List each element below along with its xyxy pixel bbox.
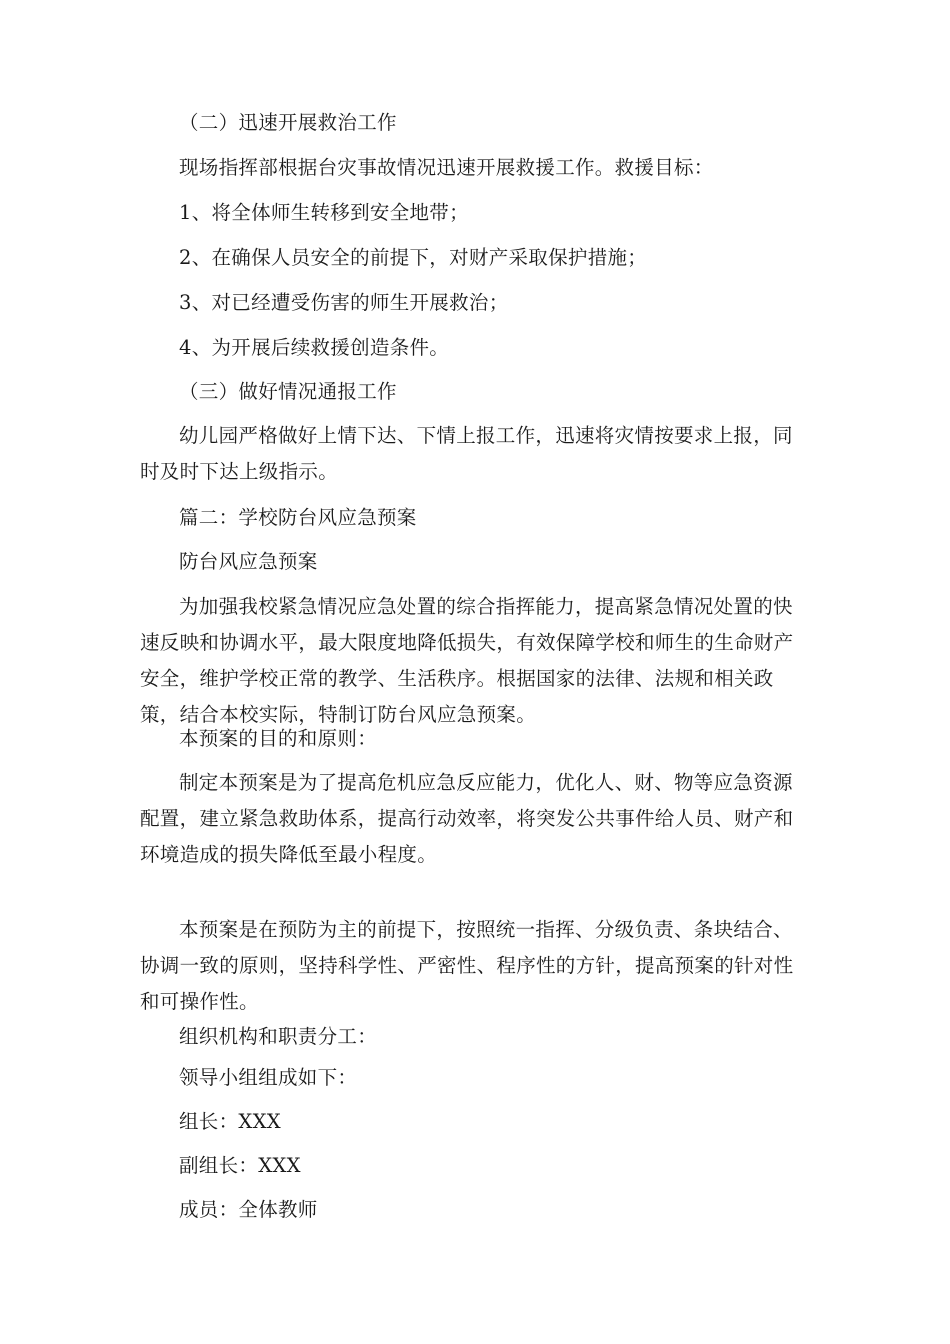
paragraph-report: 幼儿园严格做好上情下达、下情上报工作，迅速将灾情按要求上报，同时及时下达上级指示。 — [140, 424, 793, 483]
paragraph-purpose: 制定本预案是为了提高危机应急反应能力，优化人、财、物等应急资源配置，建立紧急救助体系，提高行动效率，将突发公共事件给人员、财产和环境造成的损失降低至最小程度。 — [140, 771, 794, 866]
plan-title: 防台风应急预案 — [179, 550, 318, 573]
members-line: 成员：全体教师 — [179, 1198, 318, 1221]
section-heading-rescue: （二）迅速开展救治工作 — [179, 111, 397, 134]
paragraph-principles: 本预案是在预防为主的前提下，按照统一指挥、分级负责、条块结合、协调一致的原则，坚持科学性、严密性、程序性的方针，提高预案的针对性和可操作性。 — [140, 918, 794, 1013]
list-item-2: 2、在确保人员安全的前提下，对财产采取保护措施； — [179, 246, 648, 269]
section-heading-principles: 本预案的目的和原则： — [179, 727, 378, 750]
section-heading-report: （三）做好情况通报工作 — [179, 380, 397, 403]
chapter-title: 篇二：学校防台风应急预案 — [179, 506, 417, 529]
list-item-1: 1、将全体师生转移到安全地带； — [179, 201, 469, 224]
list-item-4: 4、为开展后续救援创造条件。 — [179, 336, 450, 359]
paragraph-purpose-intro: 为加强我校紧急情况应急处置的综合指挥能力，提高紧急情况处置的快速反映和协调水平，最大限度地降低损失，有效保障学校和师生的生命财产安全，维护学校正常的教学、生活秩序。根据国家的法律、法规和相关政策，结合本校实际，特制订防台风应急预案。 — [140, 595, 794, 726]
leader-line: 组长：XXX — [179, 1110, 281, 1133]
list-item-3: 3、对已经遭受伤害的师生开展救治； — [179, 291, 509, 314]
paragraph-leadership: 领导小组组成如下： — [179, 1066, 358, 1089]
deputy-leader-line: 副组长：XXX — [179, 1154, 301, 1177]
section-heading-organization: 组织机构和职责分工： — [179, 1025, 378, 1048]
paragraph-rescue-goals: 现场指挥部根据台灾事故情况迅速开展救援工作。救援目标： — [179, 156, 714, 179]
